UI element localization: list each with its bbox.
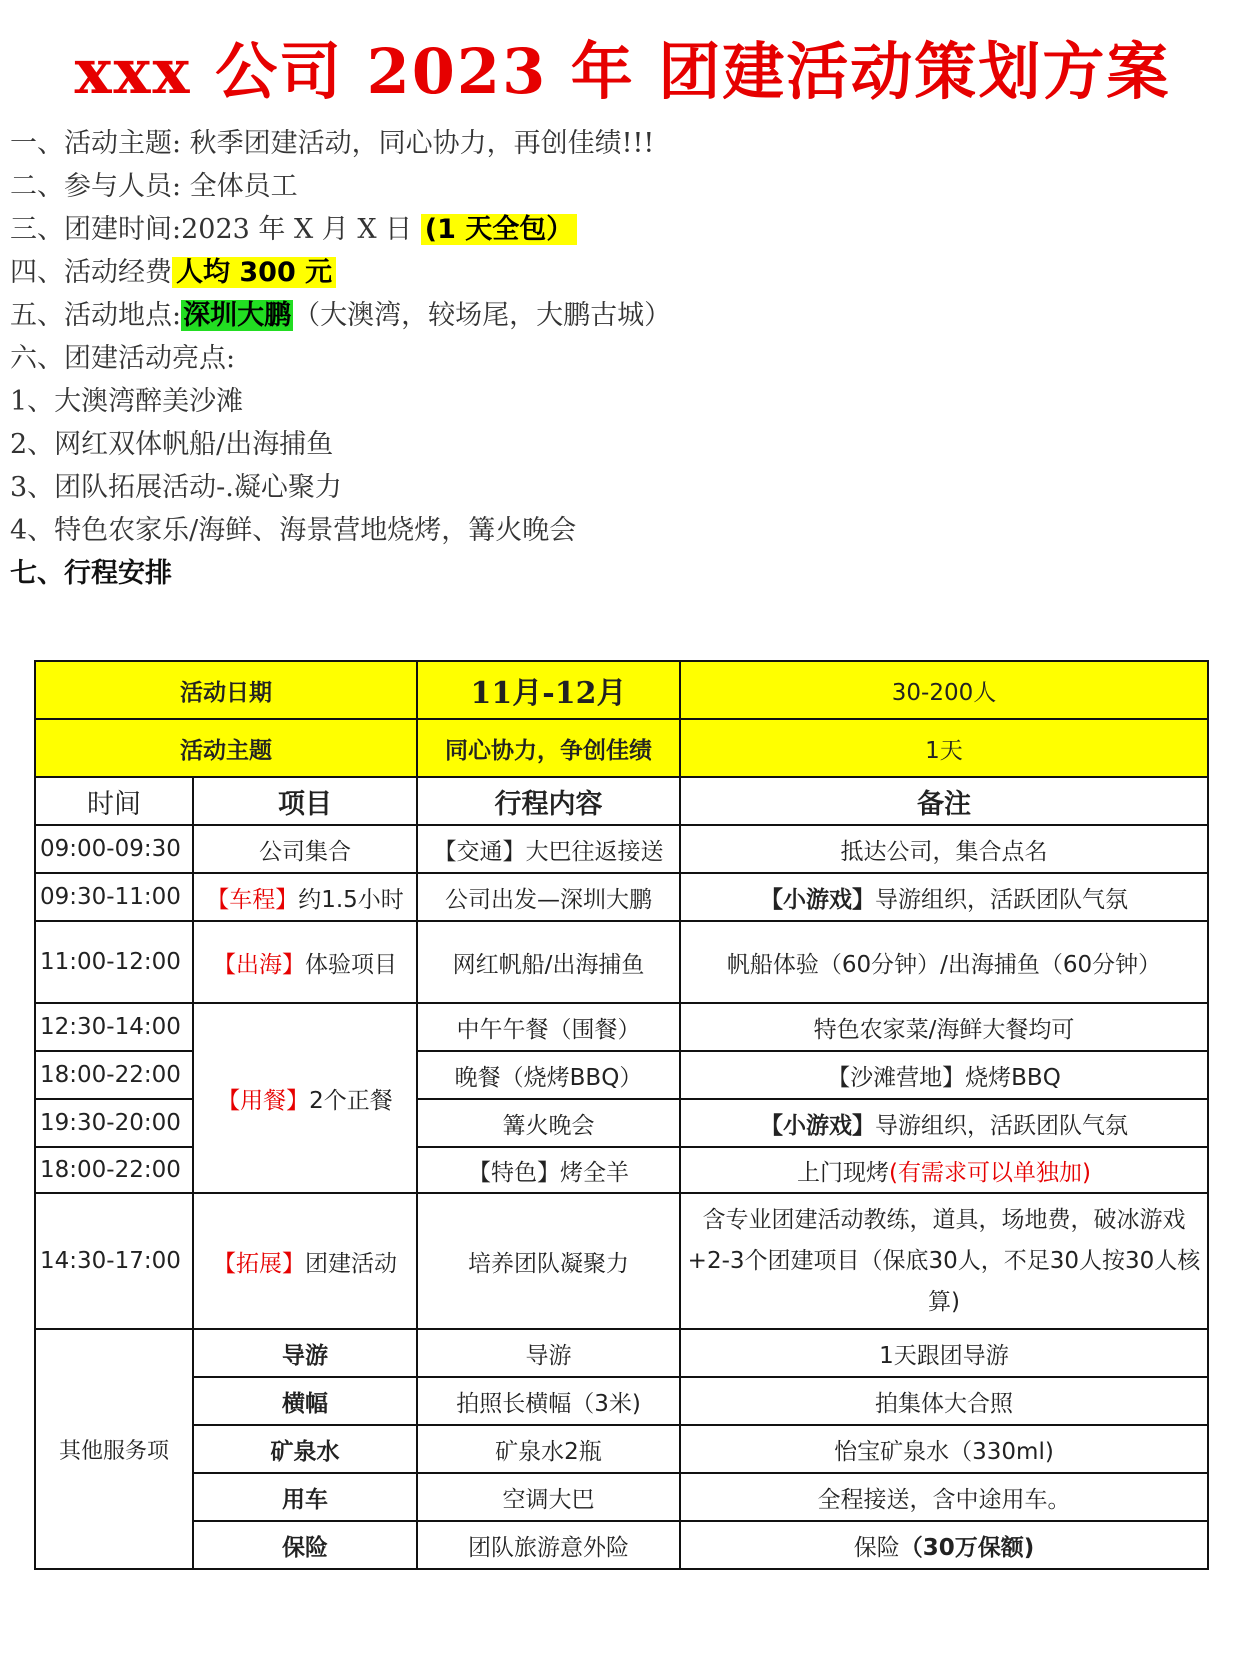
- service-row: [35, 1521, 1208, 1569]
- row-time: 14:30-17:00: [35, 1193, 193, 1329]
- row-content: 中午午餐（围餐）: [417, 1003, 680, 1051]
- row-item-text: 约1.5小时: [298, 886, 404, 913]
- table-row: [35, 825, 1208, 873]
- row-note-tag: 【小游戏】: [760, 1112, 875, 1139]
- row-content: 【特色】烤全羊: [417, 1147, 680, 1193]
- people-count: 30-200人: [680, 661, 1208, 719]
- row-note: 【沙滩营地】烧烤BBQ: [680, 1051, 1208, 1099]
- row-note-text: 导游组织，活跃团队气氛: [875, 886, 1128, 913]
- highlight-item: 3、团队拓展活动-.凝心聚力: [10, 472, 342, 503]
- intro-time-highlight: (1 天全包）: [421, 214, 578, 245]
- service-row: [35, 1377, 1208, 1425]
- table-header-row: [35, 661, 1208, 719]
- intro-theme: 一、活动主题: 秋季团建活动，同心协力，再创佳绩!!!: [10, 128, 655, 159]
- service-item: 矿泉水: [193, 1425, 417, 1473]
- intro-location-text: 五、活动地点:: [10, 300, 182, 331]
- meal-text: 2个正餐: [309, 1087, 393, 1114]
- service-note: 全程接送，含中途用车。: [680, 1473, 1208, 1521]
- row-content: 晚餐（烧烤BBQ）: [417, 1051, 680, 1099]
- table-row: [35, 1003, 1208, 1051]
- row-note: 抵达公司，集合点名: [680, 825, 1208, 873]
- table-row: [35, 1193, 1208, 1329]
- service-note-bold: （30万保额): [899, 1534, 1035, 1561]
- highlight-item: 2、网红双体帆船/出海捕鱼: [10, 429, 334, 460]
- service-row: [35, 1473, 1208, 1521]
- row-item: [193, 1193, 417, 1329]
- table-header-row: [35, 719, 1208, 777]
- meal-item: [193, 1003, 417, 1193]
- date-value: 11月-12月: [417, 661, 680, 719]
- row-note: 特色农家菜/海鲜大餐均可: [680, 1003, 1208, 1051]
- column-header: 时间: [35, 777, 193, 825]
- highlight-item: 4、特色农家乐/海鲜、海景营地烧烤，篝火晚会: [10, 515, 577, 546]
- service-item: 保险: [193, 1521, 417, 1569]
- page-title: xxx 公司 2023 年 团建活动策划方案: [74, 35, 1171, 108]
- highlight-item: 1、大澳湾醉美沙滩: [10, 386, 244, 417]
- service-item: 导游: [193, 1329, 417, 1377]
- row-time: 09:00-09:30: [35, 825, 193, 873]
- meal-tag: 【用餐】: [217, 1087, 310, 1114]
- service-content: 导游: [417, 1329, 680, 1377]
- service-item: 用车: [193, 1473, 417, 1521]
- row-item-text: 体验项目: [305, 951, 397, 978]
- row-content: 培养团队凝聚力: [417, 1193, 680, 1329]
- row-note-text: 导游组织，活跃团队气氛: [875, 1112, 1128, 1139]
- service-note: 怡宝矿泉水（330ml): [680, 1425, 1208, 1473]
- row-time: 09:30-11:00: [35, 873, 193, 921]
- row-item: [193, 873, 417, 921]
- service-note-text: 保险: [853, 1534, 900, 1561]
- row-content: 篝火晚会: [417, 1099, 680, 1147]
- row-note-red: (有需求可以单独加): [889, 1159, 1091, 1186]
- intro-time: [10, 212, 577, 248]
- highlights-title: 六、团建活动亮点:: [10, 343, 236, 374]
- schedule-title: 七、行程安排: [10, 558, 172, 589]
- row-note: [680, 1147, 1208, 1193]
- intro-budget: [10, 255, 336, 291]
- column-header: 备注: [680, 777, 1208, 825]
- intro-location: [10, 298, 671, 334]
- row-time: 18:00-22:00: [35, 1147, 193, 1193]
- services-label: 其他服务项: [35, 1329, 193, 1569]
- intro-time-text: 三、团建时间:2023 年 X 月 X 日: [10, 214, 421, 245]
- service-note: [680, 1521, 1208, 1569]
- intro-budget-highlight: 人均 300 元: [172, 257, 336, 288]
- duration: 1天: [680, 719, 1208, 777]
- row-item-tag: 【拓展】: [213, 1250, 305, 1277]
- schedule-table: [34, 660, 1209, 1570]
- row-time: 11:00-12:00: [35, 921, 193, 1003]
- table-row: [35, 921, 1208, 1003]
- row-note: 帆船体验（60分钟）/出海捕鱼（60分钟）: [680, 921, 1208, 1003]
- service-item: 横幅: [193, 1377, 417, 1425]
- row-note: [680, 873, 1208, 921]
- column-header: 项目: [193, 777, 417, 825]
- service-content: 拍照长横幅（3米): [417, 1377, 680, 1425]
- column-header-row: [35, 777, 1208, 825]
- intro-location-highlight: 深圳大鹏: [183, 300, 292, 331]
- service-content: 矿泉水2瓶: [417, 1425, 680, 1473]
- column-header: 行程内容: [417, 777, 680, 825]
- service-content: 空调大巴: [417, 1473, 680, 1521]
- row-item-text: 团建活动: [305, 1250, 397, 1277]
- intro-location-suffix: （大澳湾，较场尾，大鹏古城）: [293, 300, 672, 331]
- row-content: 公司出发—深圳大鹏: [417, 873, 680, 921]
- row-content: 【交通】大巴往返接送: [417, 825, 680, 873]
- service-content: 团队旅游意外险: [417, 1521, 680, 1569]
- row-content: 网红帆船/出海捕鱼: [417, 921, 680, 1003]
- theme-value: 同心协力，争创佳绩: [417, 719, 680, 777]
- row-item: [193, 921, 417, 1003]
- service-row: [35, 1425, 1208, 1473]
- service-note: 拍集体大合照: [680, 1377, 1208, 1425]
- row-note-tag: 【小游戏】: [760, 886, 875, 913]
- service-note: 1天跟团导游: [680, 1329, 1208, 1377]
- intro-participants: 二、参与人员: 全体员工: [10, 171, 298, 202]
- row-time: 19:30-20:00: [35, 1099, 193, 1147]
- service-row: [35, 1329, 1208, 1377]
- theme-label: 活动主题: [35, 719, 417, 777]
- row-item-tag: 【车程】: [206, 886, 299, 913]
- table-row: [35, 873, 1208, 921]
- row-item: 公司集合: [193, 825, 417, 873]
- row-time: 12:30-14:00: [35, 1003, 193, 1051]
- row-note: [680, 1099, 1208, 1147]
- intro-budget-text: 四、活动经费: [10, 257, 172, 288]
- row-item-tag: 【出海】: [213, 951, 305, 978]
- date-label: 活动日期: [35, 661, 417, 719]
- row-note: 含专业团建活动教练，道具，场地费，破冰游戏+2-3个团建项目（保底30人，不足30人按30人核算): [680, 1193, 1208, 1329]
- row-time: 18:00-22:00: [35, 1051, 193, 1099]
- row-note-text: 上门现烤: [797, 1159, 890, 1186]
